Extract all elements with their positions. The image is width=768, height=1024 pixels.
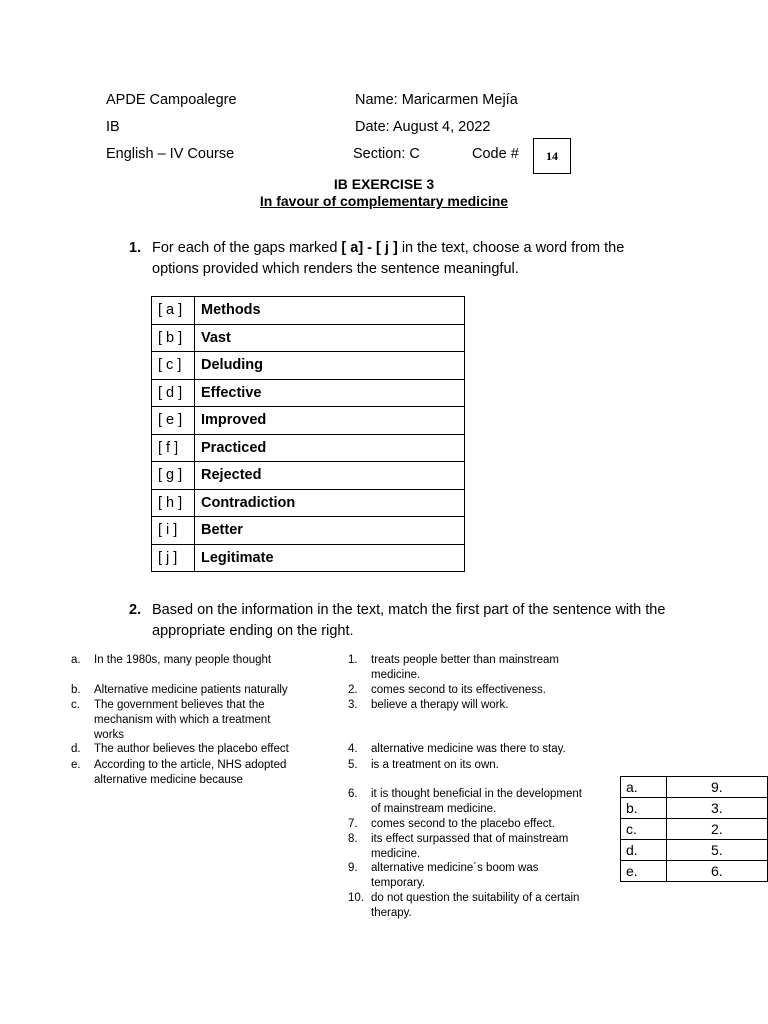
match-letter: c. (621, 819, 667, 840)
beginning-label: b. (71, 684, 81, 696)
match-letter: d. (621, 840, 667, 861)
beginning-text: According to the article, NHS adopted alternative medicine because (94, 759, 287, 786)
gap-key: [ e ] (152, 407, 195, 435)
ending-label: 5. (348, 759, 358, 771)
match-number: 5. (666, 840, 767, 861)
ending-label: 10. (348, 892, 364, 904)
gap-answer: Contradiction (195, 489, 465, 517)
ending-text: its effect surpassed that of mainstream medicine. (371, 833, 569, 860)
match-number: 3. (666, 798, 767, 819)
question-2-number: 2. (129, 602, 142, 618)
beginning-text: Alternative medicine patients naturally (94, 684, 288, 696)
gap-key: [ d ] (152, 379, 195, 407)
gap-answer: Effective (195, 379, 465, 407)
ending-text: is a treatment on its own. (371, 759, 499, 771)
student-name: Name: Maricarmen Mejía (355, 92, 518, 108)
match-letter: b. (621, 798, 667, 819)
gap-key: [ j ] (152, 544, 195, 572)
gap-key: [ h ] (152, 489, 195, 517)
question-2-text: Based on the information in the text, match the first part of the sentence with the appropriate ending on the right. (152, 602, 666, 639)
ending-label: 9. (348, 862, 358, 874)
gap-answer: Rejected (195, 462, 465, 490)
gap-key: [ a ] (152, 297, 195, 325)
gap-key: [ i ] (152, 517, 195, 545)
ending-text: alternative medicine´s boom was temporary. (371, 862, 539, 889)
ending-text: it is thought beneficial in the development of mainstream medicine. (371, 788, 582, 815)
gap-key: [ c ] (152, 352, 195, 380)
gap-key: [ g ] (152, 462, 195, 490)
program-name: IB (106, 119, 120, 135)
ending-text: do not question the suitability of a certain therapy. (371, 892, 580, 919)
beginning-label: e. (71, 759, 81, 771)
ending-text: alternative medicine was there to stay. (371, 743, 566, 755)
match-number: 2. (666, 819, 767, 840)
gap-answer: Practiced (195, 434, 465, 462)
sentence-endings-list (348, 0, 608, 1024)
beginning-text: The author believes the placebo effect (94, 743, 289, 755)
ending-label: 7. (348, 818, 358, 830)
match-row (621, 861, 768, 882)
ending-label: 3. (348, 699, 358, 711)
match-row (621, 777, 768, 798)
exercise-title: IB EXERCISE 3 (333, 176, 435, 192)
course-name: English – IV Course (106, 146, 235, 162)
beginning-label: d. (71, 743, 81, 755)
ending-label: 4. (348, 743, 358, 755)
match-row (621, 819, 768, 840)
sentence-beginnings-list (71, 0, 341, 1024)
match-number: 9. (666, 777, 767, 798)
gap-answer: Vast (195, 324, 465, 352)
code-value: 14 (546, 148, 558, 163)
beginning-text: The government believes that the mechanism with which a treatment works (94, 699, 271, 741)
exercise-subtitle: In favour of complementary medicine (259, 193, 509, 209)
gap-answer: Better (195, 517, 465, 545)
code-label: Code # (472, 146, 519, 162)
question-1-text: For each of the gaps marked [ a] - [ j ] in the text, choose a word from the options provided which renders the sentence meaningful. (152, 240, 625, 277)
ending-text: believe a therapy will work. (371, 699, 509, 711)
ending-label: 6. (348, 788, 358, 800)
ending-label: 1. (348, 654, 358, 666)
beginning-label: c. (71, 699, 80, 711)
match-letter: e. (621, 861, 667, 882)
match-letter: a. (621, 777, 667, 798)
ending-label: 2. (348, 684, 358, 696)
ending-text: treats people better than mainstream medicine. (371, 654, 559, 681)
gap-answer: Deluding (195, 352, 465, 380)
beginning-label: a. (71, 654, 81, 666)
ending-label: 8. (348, 833, 358, 845)
gap-answer: Improved (195, 407, 465, 435)
matching-answers-table (620, 776, 768, 882)
gap-key: [ f ] (152, 434, 195, 462)
gap-key: [ b ] (152, 324, 195, 352)
ending-text: comes second to its effectiveness. (371, 684, 546, 696)
ending-text: comes second to the placebo effect. (371, 818, 555, 830)
match-row (621, 798, 768, 819)
school-name: APDE Campoalegre (106, 92, 237, 108)
beginning-text: In the 1980s, many people thought (94, 654, 272, 666)
gap-answer: Methods (195, 297, 465, 325)
question-1-number: 1. (129, 240, 142, 256)
date: Date: August 4, 2022 (355, 119, 491, 135)
match-row (621, 840, 768, 861)
match-number: 6. (666, 861, 767, 882)
section: Section: C (353, 146, 420, 162)
gap-answer: Legitimate (195, 544, 465, 572)
